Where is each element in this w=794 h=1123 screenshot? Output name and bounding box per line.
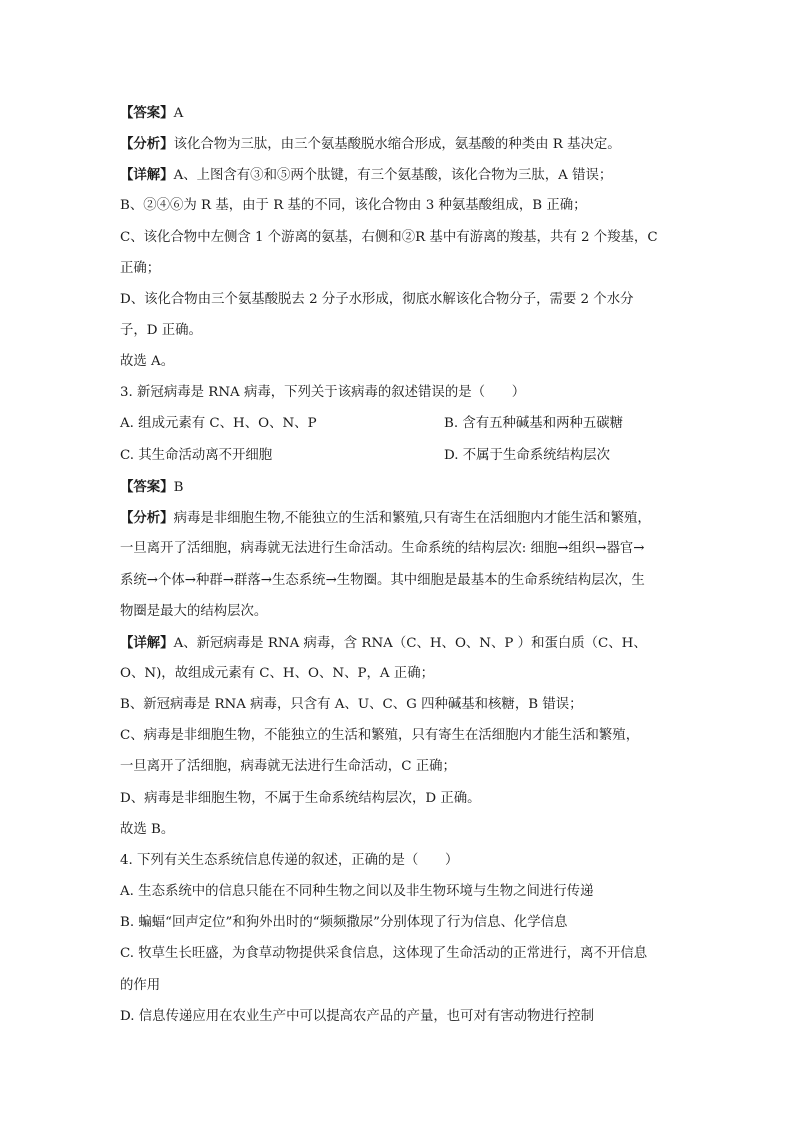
q4-option-c: C. 牧草生长旺盛，为食草动物提供采食信息，这体现了生命活动的正常进行，离不开信息 — [120, 946, 648, 961]
detail-text: A、新冠病毒是 RNA 病毒，含 RNA（C、H、O、N、P ）和蛋白质（C、H、 — [173, 636, 647, 651]
q4-option-c-cont: 的作用 — [120, 978, 161, 993]
q2-detail-line: D、该化合物由三个氨基酸脱去 2 分子水形成，彻底水解该化合物分子，需要 2 个水分 — [120, 292, 634, 307]
detail-tag: 【详解】 — [120, 635, 174, 651]
answer-tag: 【答案】 — [120, 479, 174, 495]
q2-detail-line: 正确； — [120, 261, 161, 276]
answer-value: A — [173, 106, 184, 121]
q3-option-b: B. 含有五种碱基和两种五碳糖 — [444, 416, 624, 431]
detail-text: A、上图含有③和⑤两个肽键，有三个氨基酸，该化合物为三肽，A 错误； — [173, 168, 613, 183]
q3-option-d: D. 不属于生命系统结构层次 — [444, 448, 611, 463]
analysis-tag: 【分析】 — [120, 510, 174, 526]
answer-value: B — [173, 480, 184, 495]
q2-conclusion: 故选 A。 — [120, 354, 175, 369]
q2-analysis-line — [120, 134, 680, 155]
q3-detail-line — [120, 633, 680, 654]
q4-option-a: A. 生态系统中的信息只能在不同种生物之间以及非生物环境与生物之间进行传递 — [120, 884, 594, 899]
q3-answer-line — [120, 477, 680, 498]
q2-detail-line — [120, 165, 680, 186]
q3-option-a: A. 组成元素有 C、H、O、N、P — [120, 416, 317, 431]
q3-analysis-line: 物圈是最大的结构层次。 — [120, 604, 268, 619]
q3-stem: 3. 新冠病毒是 RNA 病毒，下列关于该病毒的叙述错误的是（ ） — [120, 385, 526, 400]
q3-detail-line: 一旦离开了活细胞，病毒就无法进行生命活动，C 正确； — [120, 759, 456, 774]
q3-analysis-line: 系统→个体→种群→群落→生态系统→生物圈。其中细胞是最基本的生命系统结构层次，生 — [120, 573, 645, 588]
q3-detail-line: B、新冠病毒是 RNA 病毒，只含有 A、U、C、G 四种碱基和核糖，B 错误； — [120, 697, 583, 712]
detail-tag: 【详解】 — [120, 167, 174, 183]
answer-tag: 【答案】 — [120, 105, 174, 121]
analysis-tag: 【分析】 — [120, 136, 174, 152]
q2-detail-line: 子，D 正确。 — [120, 323, 202, 338]
q3-detail-line: O、N)，故组成元素有 C、H、O、N、P，A 正确； — [120, 666, 434, 681]
q4-option-d: D. 信息传递应用在农业生产中可以提高农产品的产量，也可对有害动物进行控制 — [120, 1009, 595, 1024]
analysis-text: 该化合物为三肽，由三个氨基酸脱水缩合形成，氨基酸的种类由 R 基决定。 — [173, 137, 621, 152]
q3-detail-line: C、病毒是非细胞生物，不能独立的生活和繁殖，只有寄生在活细胞内才能生活和繁殖， — [120, 728, 640, 743]
q4-stem: 4. 下列有关生态系统信息传递的叙述，正确的是（ ） — [120, 853, 459, 868]
q3-analysis-line — [120, 508, 680, 529]
q4-option-b: B. 蝙蝠“回声定位”和狗外出时的“频频撒尿”分别体现了行为信息、化学信息 — [120, 915, 568, 930]
q3-analysis-line: 一旦离开了活细胞，病毒就无法进行生命活动。生命系统的结构层次: 细胞→组织→器官→ — [120, 541, 645, 556]
q3-detail-line: D、病毒是非细胞生物，不属于生命系统结构层次，D 正确。 — [120, 791, 481, 806]
q3-conclusion: 故选 B。 — [120, 822, 175, 837]
q2-answer-line — [120, 103, 680, 124]
q2-detail-line: C、该化合物中左侧含 1 个游离的氨基，右侧和②R 基中有游离的羧基，共有 2 个羧基，C — [120, 230, 658, 245]
analysis-text: 病毒是非细胞生物,不能独立的生活和繁殖,只有寄生在活细胞内才能生活和繁殖， — [173, 511, 651, 526]
q3-option-c: C. 其生命活动离不开细胞 — [120, 448, 273, 463]
q2-detail-line: B、②④⑥为 R 基，由于 R 基的不同，该化合物由 3 种氨基酸组成，B 正确； — [120, 198, 587, 213]
